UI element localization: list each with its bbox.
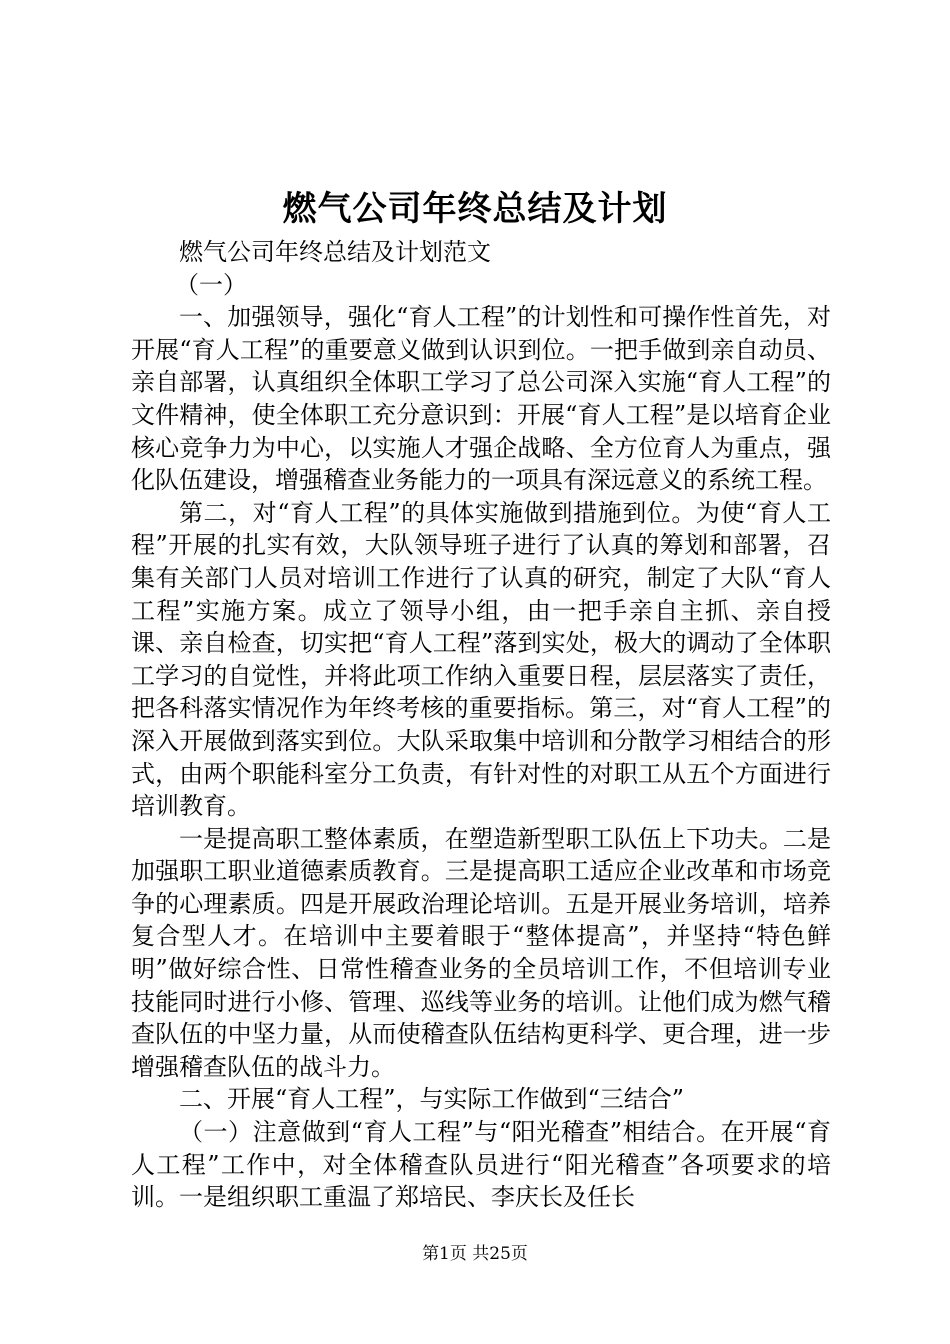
paragraph: 一是提高职工整体素质，在塑造新型职工队伍上下功夫。二是加强职工职业道德素质教育。三是提高职工适应企业改革和市场竞争的心理素质。四是开展政治理论培训。五是开展业务培训，培养复合型人才。在培训中主要着眼于“整体提高”，并坚持“特色鲜明”做好综合性、日常性稽查业务的全员培训工作，不但培训专业技能同时进行小修、管理、巡线等业务的培训。让他们成为燃气稽查队伍的中坚力量，从而使稽查队伍结构更科学、更合理，进一步增强稽查队伍的战斗力。 xyxy=(131,824,831,1081)
paragraph: （一）注意做到“育人工程”与“阳光稽查”相结合。在开展“育人工程”工作中，对全体稽查队员进行“阳光稽查”各项要求的培训。一是组织职工重温了郑培民、李庆长及任长 xyxy=(131,1118,831,1212)
page-number-footer: 第1页 共25页 xyxy=(422,1244,528,1264)
section-marker: （一） xyxy=(175,270,247,299)
document-subtitle: 燃气公司年终总结及计划范文 xyxy=(179,238,491,266)
document-body xyxy=(131,236,831,1214)
section-heading: 二、开展“育人工程”，与实际工作做到“三结合” xyxy=(179,1085,685,1114)
paragraph: 一、加强领导，强化“育人工程”的计划性和可操作性首先，对开展“育人工程”的重要意义做到认识到位。一把手做到亲自动员、亲自部署，认真组织全体职工学习了总公司深入实施“育人工程”的文件精神，使全体职工充分意识到：开展“育人工程”是以培育企业核心竞争力为中心，以实施人才强企战略、全方位育人为重点，强化队伍建设，增强稽查业务能力的一项具有深远意义的系统工程。 xyxy=(131,303,831,495)
paragraph: 第二，对“育人工程”的具体实施做到措施到位。为使“育人工程”开展的扎实有效，大队领导班子进行了认真的筹划和部署，召集有关部门人员对培训工作进行了认真的研究，制定了大队“育人工程”实施方案。成立了领导小组，由一把手亲自主抓、亲自授课、亲自检查，切实把“育人工程”落到实处，极大的调动了全体职工学习的自觉性，并将此项工作纳入重要日程，层层落实了责任，把各科落实情况作为年终考核的重要指标。第三，对“育人工程”的深入开展做到落实到位。大队采取集中培训和分散学习相结合的形式，由两个职能科室分工负责，有针对性的对职工从五个方面进行培训教育。 xyxy=(131,498,831,821)
document-title: 燃气公司年终总结及计划 xyxy=(282,189,668,229)
